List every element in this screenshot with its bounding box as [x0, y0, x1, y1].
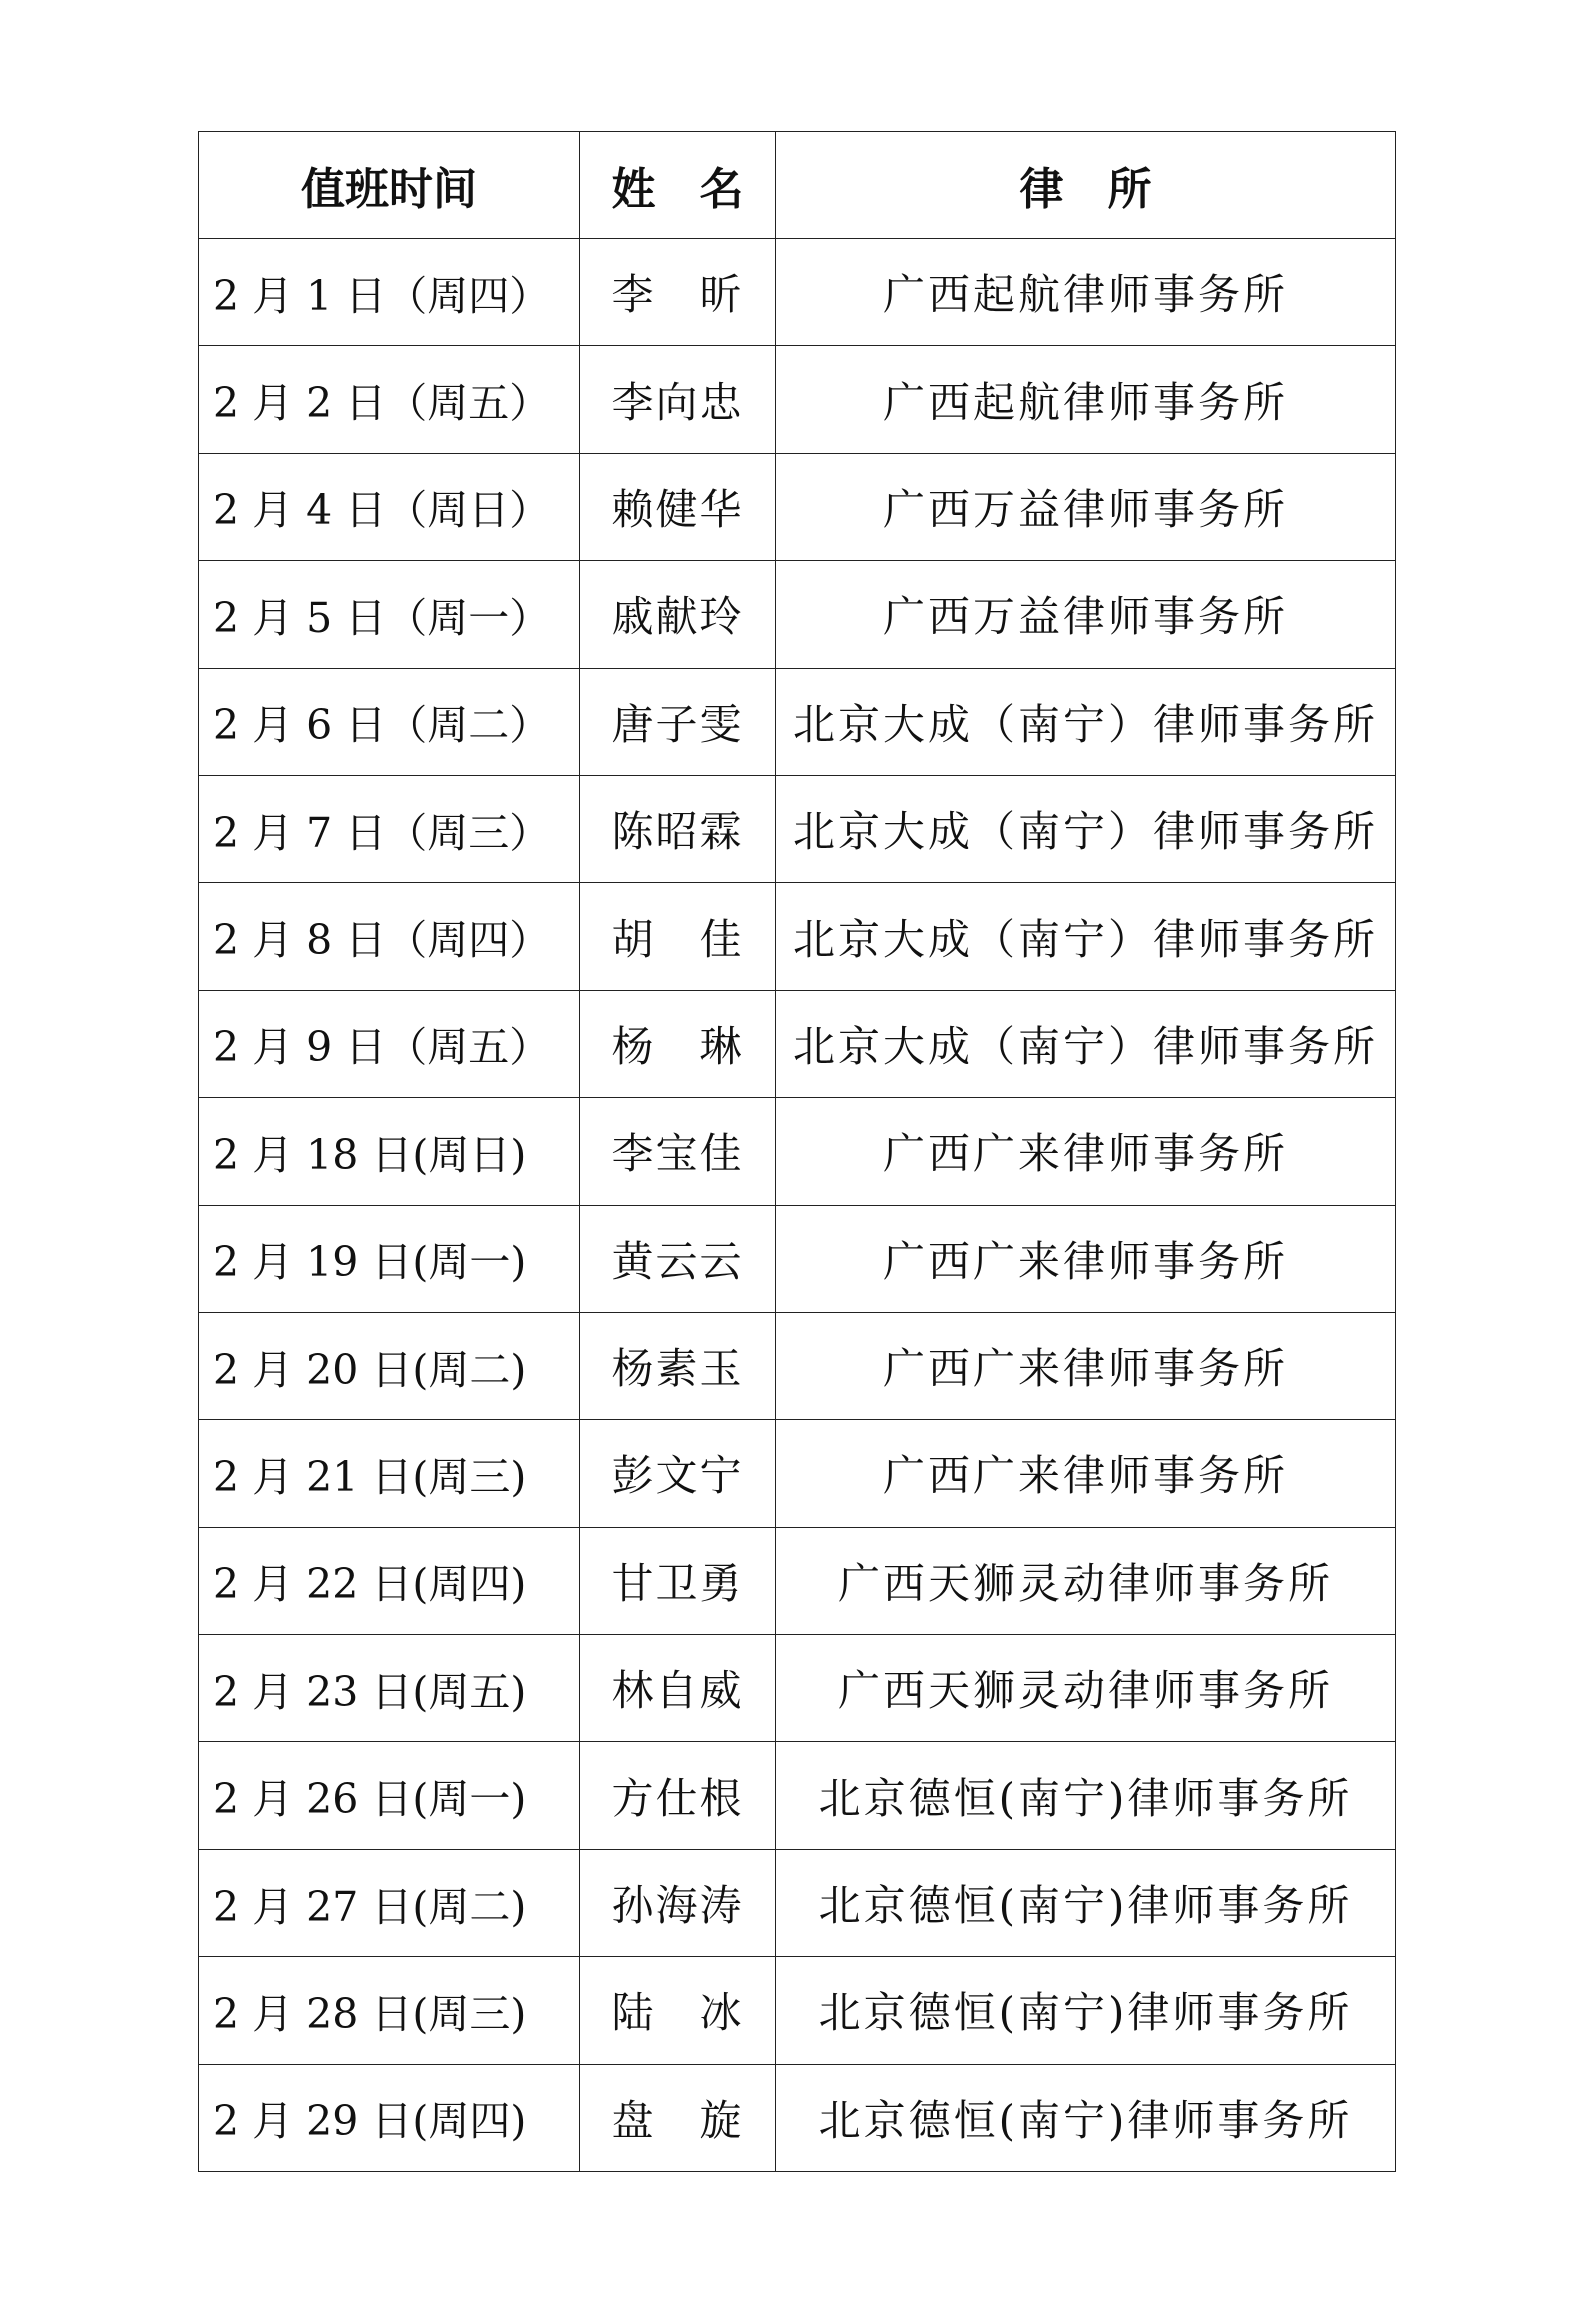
lawyer-name-cell: 陈昭霖: [580, 775, 776, 882]
law-firm-cell: 北京德恒(南宁)律师事务所: [776, 1742, 1396, 1849]
duty-time-cell: 2 月 19 日(周一): [199, 1205, 580, 1312]
duty-time-cell: 2 月 22 日(周四): [199, 1527, 580, 1634]
table-row: [199, 1420, 1396, 1527]
lawyer-name-cell: 李宝佳: [580, 1098, 776, 1205]
lawyer-name-cell: 杨 琳: [580, 990, 776, 1097]
duty-time-cell: 2 月 6 日（周二）: [199, 668, 580, 775]
duty-time-cell: 2 月 23 日(周五): [199, 1635, 580, 1742]
table-row: [199, 239, 1396, 346]
table-row: [199, 1957, 1396, 2064]
header-law-firm: 律 所: [776, 132, 1396, 239]
duty-time-cell: 2 月 2 日（周五）: [199, 346, 580, 453]
table-row: [199, 1849, 1396, 1956]
lawyer-name-cell: 彭文宁: [580, 1420, 776, 1527]
table-row: [199, 1205, 1396, 1312]
law-firm-cell: 广西万益律师事务所: [776, 453, 1396, 560]
lawyer-name-cell: 盘 旋: [580, 2064, 776, 2171]
table-row: [199, 1312, 1396, 1419]
law-firm-cell: 北京德恒(南宁)律师事务所: [776, 1849, 1396, 1956]
table-row: [199, 346, 1396, 453]
law-firm-cell: 北京德恒(南宁)律师事务所: [776, 2064, 1396, 2171]
lawyer-name-cell: 杨素玉: [580, 1312, 776, 1419]
law-firm-cell: 北京大成（南宁）律师事务所: [776, 883, 1396, 990]
law-firm-cell: 广西万益律师事务所: [776, 561, 1396, 668]
table-row: [199, 561, 1396, 668]
law-firm-cell: 广西天狮灵动律师事务所: [776, 1527, 1396, 1634]
duty-schedule-table: [198, 131, 1396, 2172]
law-firm-cell: 广西起航律师事务所: [776, 346, 1396, 453]
duty-time-cell: 2 月 21 日(周三): [199, 1420, 580, 1527]
duty-time-cell: 2 月 1 日（周四）: [199, 239, 580, 346]
law-firm-cell: 广西起航律师事务所: [776, 239, 1396, 346]
law-firm-cell: 广西广来律师事务所: [776, 1420, 1396, 1527]
duty-time-cell: 2 月 9 日（周五）: [199, 990, 580, 1097]
lawyer-name-cell: 方仕根: [580, 1742, 776, 1849]
table-row: [199, 1098, 1396, 1205]
table-header-row: [199, 132, 1396, 239]
lawyer-name-cell: 李向忠: [580, 346, 776, 453]
duty-time-cell: 2 月 27 日(周二): [199, 1849, 580, 1956]
law-firm-cell: 广西广来律师事务所: [776, 1312, 1396, 1419]
duty-time-cell: 2 月 8 日（周四）: [199, 883, 580, 990]
table-row: [199, 2064, 1396, 2171]
duty-time-cell: 2 月 28 日(周三): [199, 1957, 580, 2064]
table-row: [199, 1527, 1396, 1634]
lawyer-name-cell: 孙海涛: [580, 1849, 776, 1956]
duty-time-cell: 2 月 20 日(周二): [199, 1312, 580, 1419]
table-row: [199, 883, 1396, 990]
lawyer-name-cell: 李 昕: [580, 239, 776, 346]
law-firm-cell: 广西广来律师事务所: [776, 1098, 1396, 1205]
duty-time-cell: 2 月 4 日（周日）: [199, 453, 580, 560]
law-firm-cell: 北京德恒(南宁)律师事务所: [776, 1957, 1396, 2064]
lawyer-name-cell: 黄云云: [580, 1205, 776, 1312]
law-firm-cell: 北京大成（南宁）律师事务所: [776, 775, 1396, 882]
table-row: [199, 668, 1396, 775]
law-firm-cell: 广西天狮灵动律师事务所: [776, 1635, 1396, 1742]
duty-time-cell: 2 月 26 日(周一): [199, 1742, 580, 1849]
law-firm-cell: 北京大成（南宁）律师事务所: [776, 990, 1396, 1097]
duty-time-cell: 2 月 29 日(周四): [199, 2064, 580, 2171]
table-row: [199, 1635, 1396, 1742]
lawyer-name-cell: 林自威: [580, 1635, 776, 1742]
lawyer-name-cell: 陆 冰: [580, 1957, 776, 2064]
lawyer-name-cell: 戚献玲: [580, 561, 776, 668]
lawyer-name-cell: 甘卫勇: [580, 1527, 776, 1634]
header-name: 姓 名: [580, 132, 776, 239]
table-row: [199, 990, 1396, 1097]
header-duty-time: 值班时间: [199, 132, 580, 239]
table-row: [199, 775, 1396, 882]
lawyer-name-cell: 唐子雯: [580, 668, 776, 775]
duty-time-cell: 2 月 18 日(周日): [199, 1098, 580, 1205]
lawyer-name-cell: 赖健华: [580, 453, 776, 560]
table-row: [199, 1742, 1396, 1849]
duty-time-cell: 2 月 7 日（周三）: [199, 775, 580, 882]
duty-time-cell: 2 月 5 日（周一）: [199, 561, 580, 668]
table-row: [199, 453, 1396, 560]
law-firm-cell: 北京大成（南宁）律师事务所: [776, 668, 1396, 775]
lawyer-name-cell: 胡 佳: [580, 883, 776, 990]
law-firm-cell: 广西广来律师事务所: [776, 1205, 1396, 1312]
